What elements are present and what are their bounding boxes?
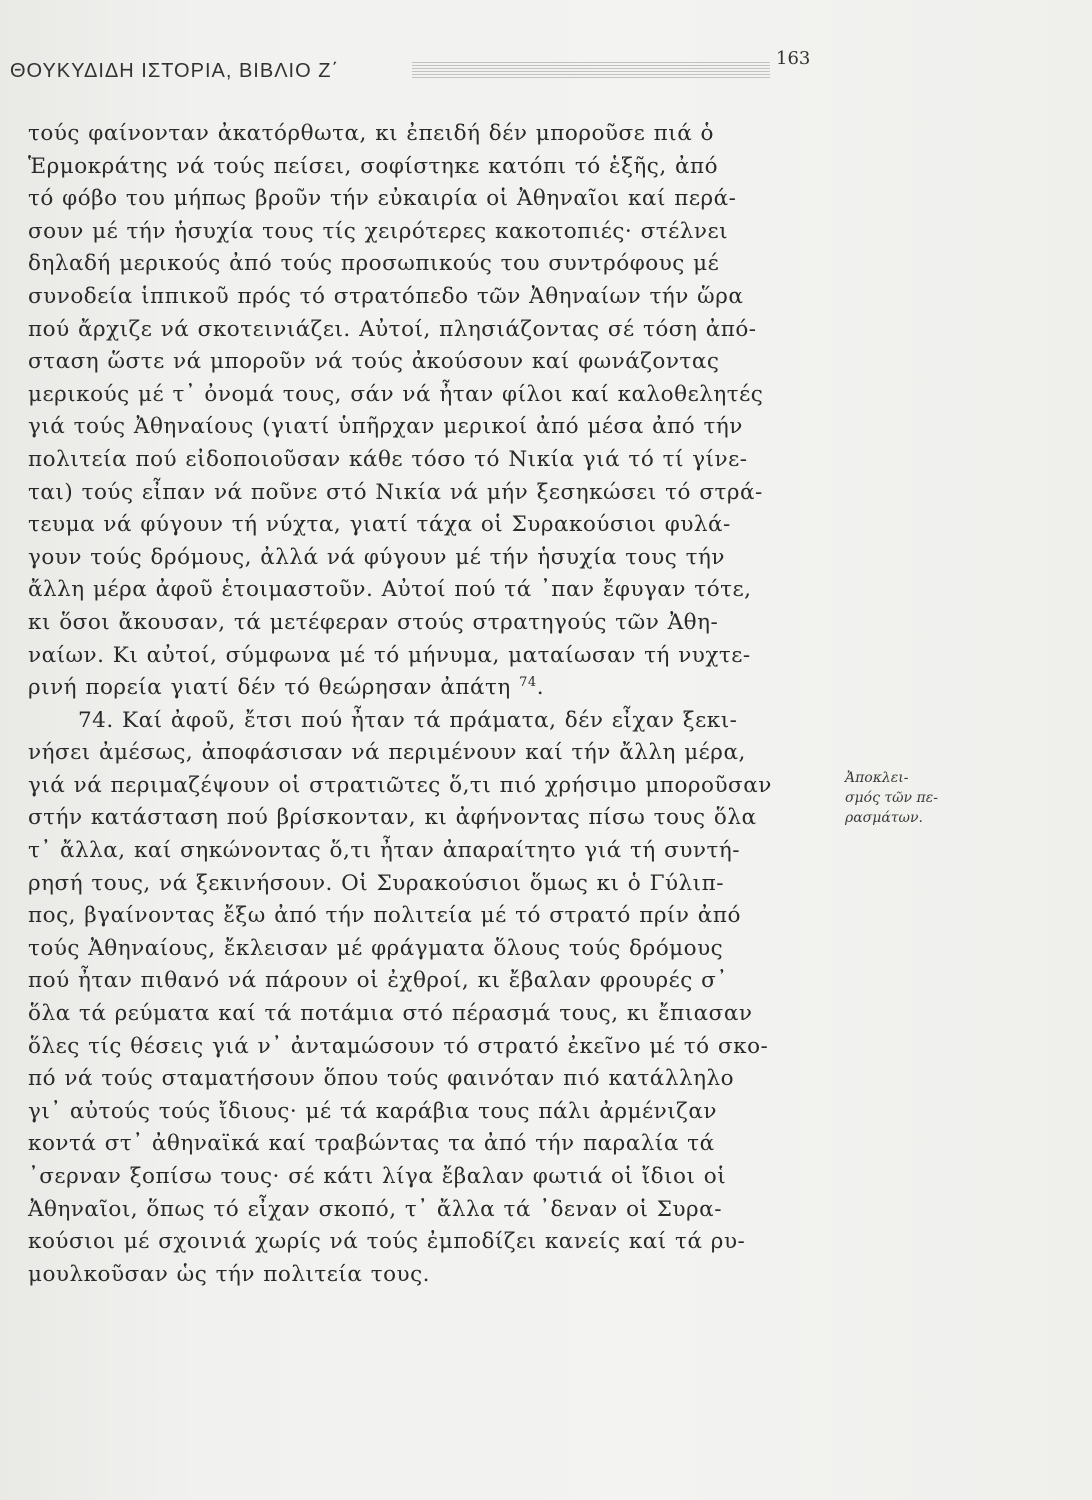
text-line: ναίων. Κι αὐτοί, σύμφωνα μέ τό μήνυμα, ματαίωσαν τή νυχτε- [28,642,751,668]
page-header [10,48,811,90]
text-line: Ἀθηναῖοι, ὅπως τό εἶχαν σκοπό, τ᾽ ἄλλα τά ᾽δεναν οἱ Συρα- [28,1196,722,1222]
page-number: 163 [776,48,811,69]
text-line: τό φόβο του μήπως βροῦν τήν εὐκαιρία οἱ Ἀθηναῖοι καί περά- [28,186,737,212]
text-line: ὅλα τά ρεύματα καί τά ποτάμια στό πέρασμά τους, κι ἔπιασαν [28,1001,753,1027]
text-line: γουν τούς δρόμους, ἀλλά νά φύγουν μέ τήν ἡσυχία τους τήν [28,544,725,570]
text-line: πολιτεία πού εἰδοποιοῦσαν κάθε τόσο τό Νικία γιά τό τί γίνε- [28,446,748,472]
text-line: ρινή πορεία γιατί δέν τό θεώρησαν ἀπάτη $^{74}$. [28,675,545,701]
text-line: Ἑρμοκράτης νά τούς πείσει, σοφίστηκε κατόπι τό ἑξῆς, ἀπό [28,153,719,179]
margin-note-line: ρασμάτων. [845,810,923,826]
text-line: γιά νά περιμαζέψουν οἱ στρατιῶτες ὅ,τι πιό χρήσιμο μποροῦσαν [28,772,772,798]
margin-note-line: σμός τῶν πε- [845,790,938,806]
text-line: πος, βγαίνοντας ἔξω ἀπό τήν πολιτεία μέ τό στρατό πρίν ἀπό [28,903,741,929]
text-line: κοντά στ᾽ ἀθηναϊκά καί τραβώντας τα ἀπό τήν παραλία τά [28,1131,715,1157]
text-line: γι᾽ αὐτούς τούς ἴδιους· μέ τά καράβια τους πάλι ἀρμένιζαν [28,1098,717,1124]
text-line: ᾽σερναν ξοπίσω τους· σέ κάτι λίγα ἔβαλαν φωτιά οἱ ἴδιοι οἱ [28,1164,727,1189]
running-head: ΘΟΥΚΥΔΙΔΗ ΙΣΤΟΡΙΑ, ΒΙΒΛΙΟ Ζ΄ [10,60,340,82]
text-line: στήν κατάσταση πού βρίσκονταν, κι ἀφήνοντας πίσω τους ὅλα [28,805,757,831]
margin-note-line: Ἀποκλει- [845,770,909,786]
text-line: κι ὅσοι ἄκουσαν, τά μετέφεραν στούς στρατηγούς τῶν Ἀθη- [28,609,719,635]
text-line: συνοδεία ἱππικοῦ πρός τό στρατόπεδο τῶν Ἀθηναίων τήν ὥρα [28,283,744,309]
text-line: ται) τούς εἶπαν νά ποῦνε στό Νικία νά μήν ξεσηκώσει τό στρά- [28,479,763,505]
text-line: γιά τούς Ἀθηναίους (γιατί ὑπῆρχαν μερικοί ἀπό μέσα ἀπό τήν [28,414,743,440]
text-line: ὅλες τίς θέσεις γιά ν᾽ ἀνταμώσουν τό στρατό ἐκεῖνο μέ τό σκο- [28,1033,769,1059]
text-line-content: ρινή πορεία γιατί δέν τό θεώρησαν ἀπάτη [28,675,511,701]
text-line: πού ἦταν πιθανό νά πάρουν οἱ ἐχθροί, κι ἔβαλαν φρουρές σ᾽ [28,968,728,994]
margin-note [845,768,995,828]
text-line: τούς φαίνονταν ἀκατόρθωτα, κι ἐπειδή δέν μποροῦσε πιά ὁ [28,121,714,146]
text-line: τούς Ἀθηναίους, ἔκλεισαν μέ φράγματα ὅλους τούς δρόμους [28,935,724,961]
text-line: πού ἄρχιζε νά σκοτεινιάζει. Αὐτοί, πλησιάζοντας σέ τόση ἀπό- [28,316,757,342]
text-line: τευμα νά φύγουν τή νύχτα, γιατί τάχα οἱ Συρακούσιοι φυλά- [28,512,731,538]
text-line: μουλκοῦσαν ὡς τήν πολιτεία τους. [28,1261,430,1287]
footnote-ref: 74 [519,675,537,691]
text-line: σουν μέ τήν ἡσυχία τους τίς χειρότερες κακοτοπιές· στέλνει [28,218,729,244]
header-rule [412,62,770,80]
text-line: νήσει ἀμέσως, ἀποφάσισαν νά περιμένουν καί τήν ἄλλη μέρα, [28,740,746,766]
text-line: πό νά τούς σταματήσουν ὅπου τούς φαινόταν πιό κατάλληλο [28,1066,735,1092]
text-line: ἄλλη μέρα ἀφοῦ ἑτοιμαστοῦν. Αὐτοί πού τά ᾽παν ἔφυγαν τότε, [28,577,752,603]
main-text [28,118,836,1291]
text-line: ρησή τους, νά ξεκινήσουν. Οἱ Συρακούσιοι ὅμως κι ὁ Γύλιπ- [28,870,725,896]
text-line: δηλαδή μερικούς ἀπό τούς προσωπικούς του συντρόφους μέ [28,251,720,277]
text-line: σταση ὥστε νά μποροῦν νά τούς ἀκούσουν καί φωνάζοντας [28,349,720,375]
text-line: τ᾽ ἄλλα, καί σηκώνοντας ὅ,τι ἦταν ἀπαραίτητο γιά τή συντή- [28,838,740,864]
chapter-74-start: 74. Καί ἀφοῦ, ἔτσι πού ἦταν τά πράματα, δέν εἶχαν ξεκι- [78,707,738,733]
text-line: κούσιοι μέ σχοινιά χωρίς νά τούς ἐμποδίζει κανείς καί τά ρυ- [28,1229,746,1255]
text-line: μερικούς μέ τ᾽ ὀνομά τους, σάν νά ἦταν φίλοι καί καλοθελητές [28,381,764,407]
